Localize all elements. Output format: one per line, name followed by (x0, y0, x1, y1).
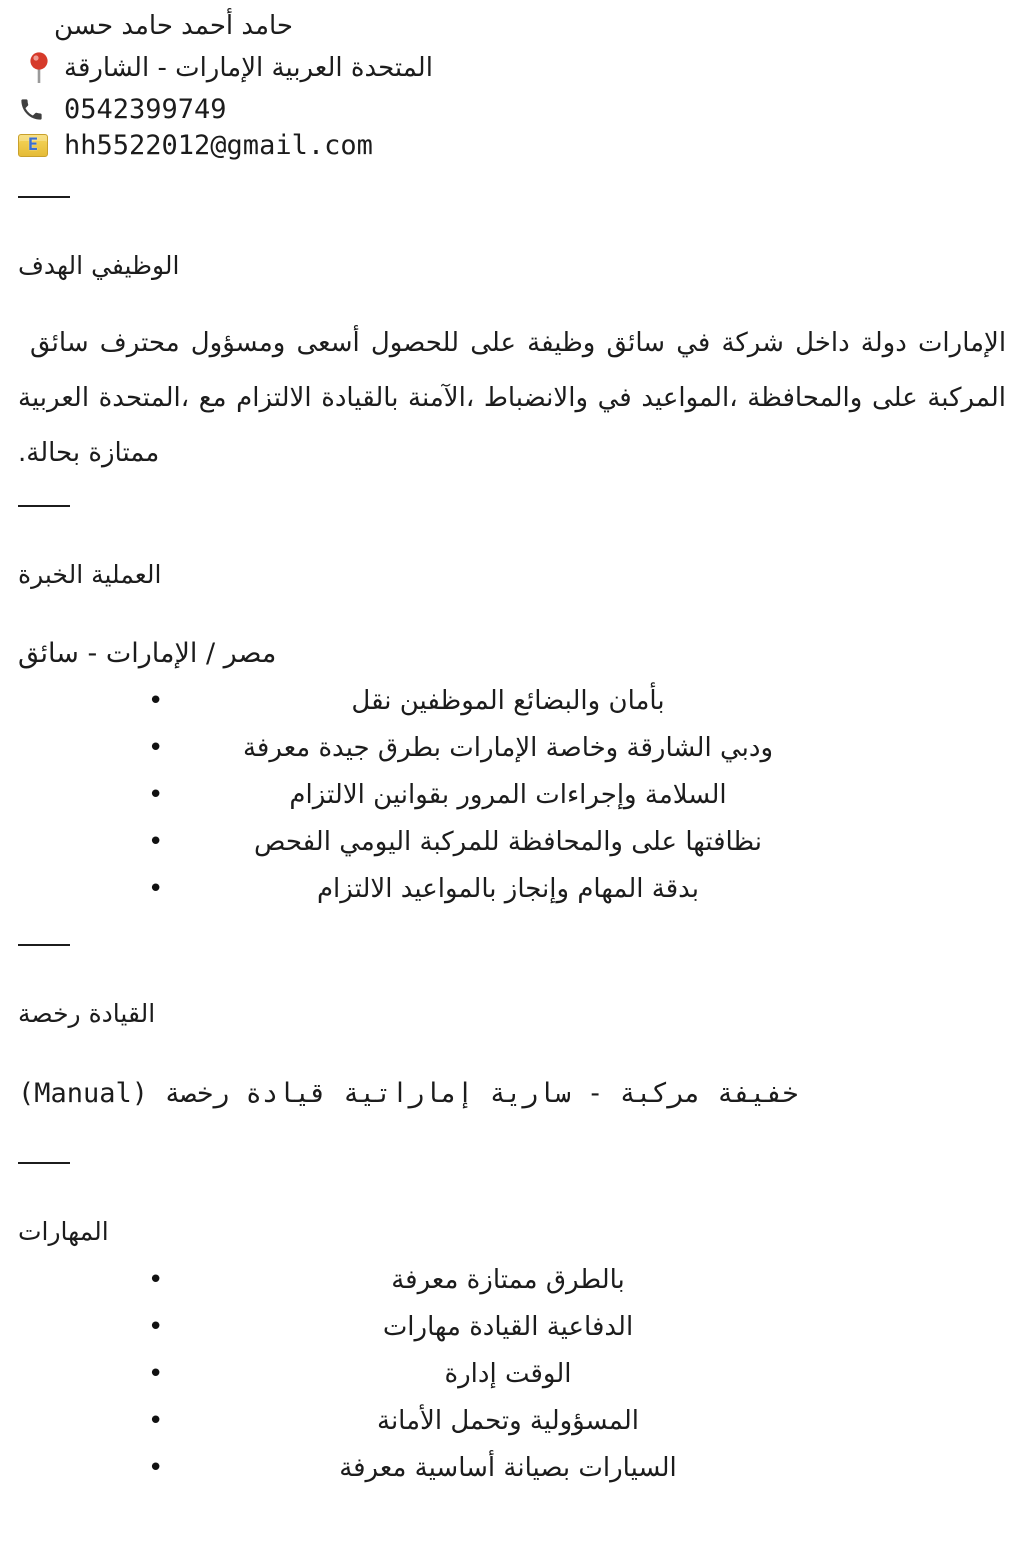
email-icon-letter: E (27, 134, 39, 155)
list-item (18, 1303, 1006, 1350)
bullet-icon: • (148, 1311, 164, 1342)
bullet-icon: • (148, 873, 164, 904)
experience-list (18, 677, 1006, 912)
list-item (18, 724, 1006, 771)
email-address: hh5522012@gmail.com (64, 129, 373, 161)
license-detail-line: (Manual) ‎رخصة ‎قيادة ‎إماراتية ‎سارية ‎- ‎مركبة ‎خفيفة (18, 1078, 799, 1109)
objective-line: العربية ‎المتحدة، ‎مع ‎الالتزام ‎بالقيادة ‎الآمنة، ‎والانضباط ‎في ‎المواعيد، ‎والمحافظة ‎على ‎المركبة (18, 383, 1007, 413)
objective-section-title: الهدف ‎الوظيفي (18, 251, 180, 280)
experience-section-title: الخبرة ‎العملية (18, 560, 162, 589)
bullet-icon: • (148, 1264, 164, 1295)
pin-icon (18, 51, 64, 85)
objective-line: سائق ‎محترف ‎ومسؤول ‎أسعى ‎للحصول ‎على ‎وظيفة ‎سائق ‎في ‎شركة ‎داخل ‎دولة ‎الإمارات (30, 328, 1007, 358)
section-divider (18, 1162, 70, 1164)
bullet-icon: • (148, 779, 164, 810)
list-item-text: معرفة ‎ممتازة ‎بالطرق (391, 1264, 625, 1295)
person-name: حسن ‎حامد ‎أحمد ‎حامد (54, 11, 293, 41)
bullet-icon: • (148, 685, 164, 716)
bullet-icon: • (148, 1405, 164, 1436)
list-item (18, 1397, 1006, 1444)
section-divider (18, 944, 70, 946)
skills-list (18, 1256, 1006, 1491)
phone-row (18, 94, 1006, 124)
location-text: الشارقة ‎- ‎الإمارات ‎العربية ‎المتحدة (64, 53, 433, 83)
section-divider (18, 505, 70, 507)
list-item (18, 818, 1006, 865)
list-item-text: نقل ‎الموظفين ‎والبضائع ‎بأمان (351, 685, 665, 716)
phone-icon (18, 96, 64, 123)
license-section-title: رخصة ‎القيادة (18, 999, 156, 1028)
location-row (18, 50, 1006, 86)
email-icon (18, 134, 64, 157)
bullet-icon: • (148, 1358, 164, 1389)
list-item (18, 1256, 1006, 1303)
skills-section-title: المهارات (18, 1217, 109, 1246)
list-item (18, 677, 1006, 724)
bullet-icon: • (148, 732, 164, 763)
list-item (18, 771, 1006, 818)
bullet-icon: • (148, 826, 164, 857)
list-item-text: معرفة ‎أساسية ‎بصيانة ‎السيارات (339, 1452, 677, 1483)
list-item (18, 1444, 1006, 1491)
experience-role-line: سائق ‎- ‎الإمارات ‎/ ‎مصر (18, 638, 277, 669)
list-item (18, 1350, 1006, 1397)
section-divider (18, 196, 70, 198)
objective-line: .بحالة ‎ممتازة (18, 438, 160, 468)
objective-paragraph (18, 316, 1006, 481)
list-item-text: مهارات ‎القيادة ‎الدفاعية (382, 1311, 634, 1342)
phone-number: 0542399749 (64, 93, 227, 125)
list-item (18, 865, 1006, 912)
list-item-text: الالتزام ‎بالمواعيد ‎وإنجاز ‎المهام ‎بدقة (316, 873, 700, 904)
list-item-text: الفحص ‎اليومي ‎للمركبة ‎والمحافظة ‎على ‎نظافتها (254, 826, 762, 857)
list-item-text: إدارة ‎الوقت (444, 1358, 572, 1389)
list-item-text: معرفة ‎جيدة ‎بطرق ‎الإمارات ‎وخاصة ‎الشارقة ‎ودبي (242, 732, 774, 763)
list-item-text: الالتزام ‎بقوانين ‎المرور ‎وإجراءات ‎السلامة (289, 779, 727, 810)
email-row (18, 130, 1006, 160)
bullet-icon: • (148, 1452, 164, 1483)
list-item-text: الأمانة ‎وتحمل ‎المسؤولية (377, 1405, 639, 1436)
